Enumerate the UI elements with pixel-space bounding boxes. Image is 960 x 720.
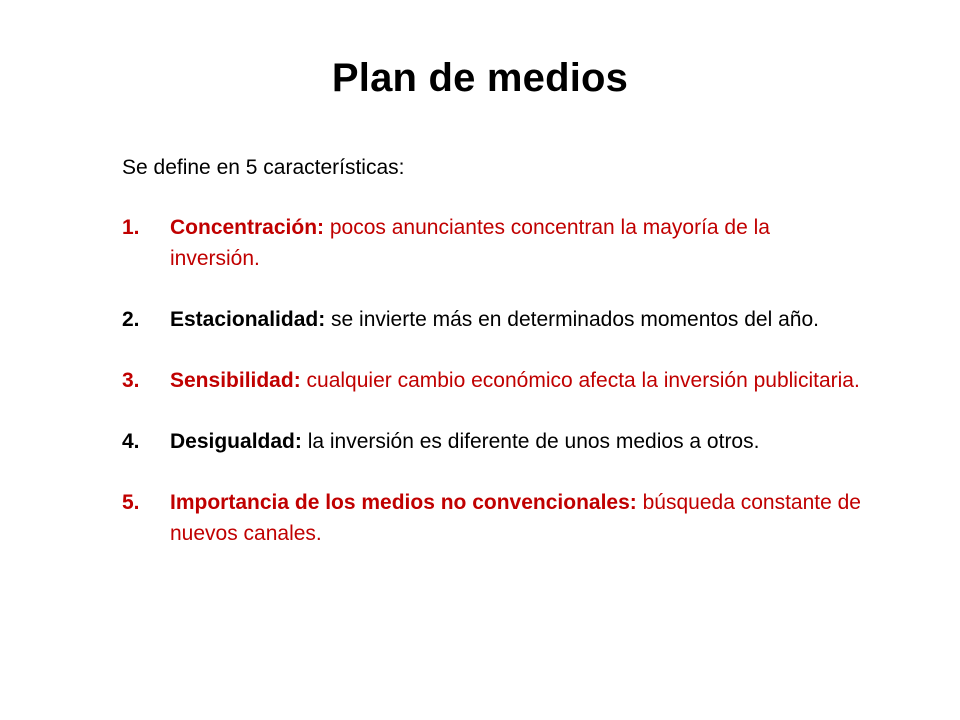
- item-number: 4.: [122, 430, 140, 453]
- list-item-desigualdad: [122, 426, 862, 457]
- item-number: 2.: [122, 308, 140, 331]
- slide-title: Plan de medios: [331, 56, 629, 100]
- item-number: 1.: [122, 216, 140, 239]
- item-number: 3.: [122, 369, 140, 392]
- item-number: 5.: [122, 491, 140, 514]
- item-text: pocos anunciantes concentran la mayoría de la inversión.: [170, 216, 770, 270]
- item-text: búsqueda constante de nuevos canales.: [170, 491, 861, 545]
- list-item-concentracion: [122, 212, 862, 274]
- item-term: Desigualdad:: [170, 430, 302, 453]
- slide-content: [122, 152, 862, 549]
- list-item-sensibilidad: [122, 365, 862, 396]
- item-text: cualquier cambio económico afecta la inversión publicitaria.: [300, 369, 860, 392]
- item-term: Sensibilidad:: [170, 369, 301, 392]
- list-item-medios-no-convencionales: [122, 487, 862, 549]
- characteristics-list: [122, 212, 862, 549]
- intro-text: Se define en 5 características:: [122, 156, 405, 179]
- list-item-estacionalidad: [122, 304, 862, 335]
- item-term: Concentración:: [170, 216, 325, 239]
- item-text: se invierte más en determinados momentos del año.: [325, 308, 819, 331]
- item-term: Importancia de los medios no convencionales:: [170, 491, 637, 514]
- item-text: la inversión es diferente de unos medios a otros.: [301, 430, 760, 453]
- item-term: Estacionalidad:: [170, 308, 326, 331]
